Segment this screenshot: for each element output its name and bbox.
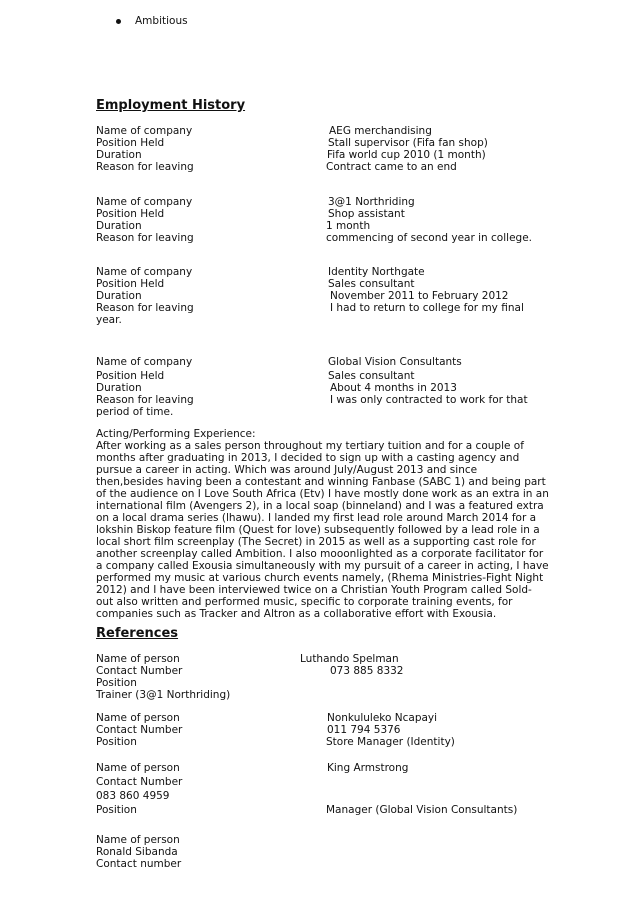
job4-label-position: Position Held xyxy=(96,370,165,382)
ref1-label-position: Position xyxy=(96,677,137,689)
job1-label-duration: Duration xyxy=(96,149,142,161)
job4-company: Global Vision Consultants xyxy=(328,356,462,368)
job1-company: AEG merchandising xyxy=(329,125,432,137)
employment-heading: Employment History xyxy=(96,98,246,113)
ref4-name: Ronald Sibanda xyxy=(96,846,178,858)
ref4-label-name: Name of person xyxy=(96,834,180,846)
acting-line: local short film screenplay (The Secret) in 2015 as well as a supporting cast role for xyxy=(96,536,536,548)
acting-title: Acting/Performing Experience: xyxy=(96,428,256,440)
acting-line: lokshin Biskop feature film (Quest for love) subsequently followed by a lead role in a xyxy=(96,524,540,536)
job1-reason: Contract came to an end xyxy=(326,161,457,173)
ref2-label-contact: Contact Number xyxy=(96,724,183,736)
job3-reason: I had to return to college for my final xyxy=(330,302,524,314)
job3-duration: November 2011 to February 2012 xyxy=(330,290,509,302)
acting-line: a company called Exousia simultaneously with my pursuit of a career in acting, I have xyxy=(96,560,549,572)
ref2-contact: 011 794 5376 xyxy=(327,724,401,736)
acting-line: out also written and performed music, specific to corporate training events, for xyxy=(96,596,513,608)
job2-label-reason: Reason for leaving xyxy=(96,232,194,244)
acting-line: international film (Avengers 2), in a local soap (binneland) and I was a featured extra xyxy=(96,500,544,512)
job4-position: Sales consultant xyxy=(328,370,415,382)
job3-label-company: Name of company xyxy=(96,266,193,278)
job2-duration: 1 month xyxy=(326,220,371,232)
ref3-label-contact: Contact Number xyxy=(96,776,183,788)
ref1-label-name: Name of person xyxy=(96,653,180,665)
job4-label-reason: Reason for leaving xyxy=(96,394,194,406)
job1-duration: Fifa world cup 2010 (1 month) xyxy=(327,149,486,161)
acting-line: on a local drama series (lhawu). I landed my first lead role around March 2014 for a xyxy=(96,512,537,524)
job4-reason: I was only contracted to work for that xyxy=(330,394,528,406)
ref3-label-name: Name of person xyxy=(96,762,180,774)
acting-line: companies such as Tracker and Altron as a collaborative effort with Exousia. xyxy=(96,608,497,620)
ref2-label-name: Name of person xyxy=(96,712,180,724)
job4-reason-wrap: period of time. xyxy=(96,406,174,418)
ref1-contact: 073 885 8332 xyxy=(330,665,404,677)
ref2-label-position: Position xyxy=(96,736,137,748)
job1-position: Stall supervisor (Fifa fan shop) xyxy=(328,137,488,149)
acting-line: 2012) and I have been interviewed twice on a Christian Youth Program called Sold- xyxy=(96,584,532,596)
job2-label-company: Name of company xyxy=(96,196,193,208)
ref4-label-contact: Contact number xyxy=(96,858,182,870)
job2-company: 3@1 Northriding xyxy=(328,196,415,208)
ref3-position: Manager (Global Vision Consultants) xyxy=(326,804,518,816)
references-heading: References xyxy=(96,626,179,641)
job4-label-company: Name of company xyxy=(96,356,193,368)
bullet-dot xyxy=(116,19,121,24)
job1-label-company: Name of company xyxy=(96,125,193,137)
acting-line: pursue a career in acting. Which was around July/August 2013 and since xyxy=(96,464,478,476)
job1-label-reason: Reason for leaving xyxy=(96,161,194,173)
acting-line: months after graduating in 2013, I decided to sign up with a casting agency and xyxy=(96,452,520,464)
ref2-name: Nonkululeko Ncapayi xyxy=(327,712,438,724)
job2-label-duration: Duration xyxy=(96,220,142,232)
job2-label-position: Position Held xyxy=(96,208,165,220)
ref3-label-position: Position xyxy=(96,804,137,816)
job3-label-duration: Duration xyxy=(96,290,142,302)
job4-duration: About 4 months in 2013 xyxy=(330,382,457,394)
ref1-label-contact: Contact Number xyxy=(96,665,183,677)
job3-position: Sales consultant xyxy=(328,278,415,290)
job2-position: Shop assistant xyxy=(328,208,405,220)
acting-line: then,besides having been a contestant and winning Fanbase (SABC 1) and being part xyxy=(96,476,546,488)
job1-label-position: Position Held xyxy=(96,137,165,149)
job3-label-reason: Reason for leaving xyxy=(96,302,194,314)
ref3-contact: 083 860 4959 xyxy=(96,790,170,802)
acting-line: After working as a sales person throughout my tertiary tuition and for a couple of xyxy=(96,440,524,452)
job3-label-position: Position Held xyxy=(96,278,165,290)
bullet-text: Ambitious xyxy=(135,15,188,27)
acting-line: of the audience on I Love South Africa (Etv) I have mostly done work as an extra in an xyxy=(96,488,549,500)
ref1-name: Luthando Spelman xyxy=(300,653,399,665)
job2-reason: commencing of second year in college. xyxy=(326,232,532,244)
job3-reason-wrap: year. xyxy=(96,314,122,326)
job4-label-duration: Duration xyxy=(96,382,142,394)
acting-line: another screenplay called Ambition. I also mooonlighted as a corporate facilitator for xyxy=(96,548,544,560)
ref3-name: King Armstrong xyxy=(327,762,409,774)
ref1-position: Trainer (3@1 Northriding) xyxy=(96,689,231,701)
acting-line: performed my music at various church events namely, (Rhema Ministries-Fight Night xyxy=(96,572,544,584)
ref2-position: Store Manager (Identity) xyxy=(326,736,455,748)
job3-company: Identity Northgate xyxy=(328,266,425,278)
